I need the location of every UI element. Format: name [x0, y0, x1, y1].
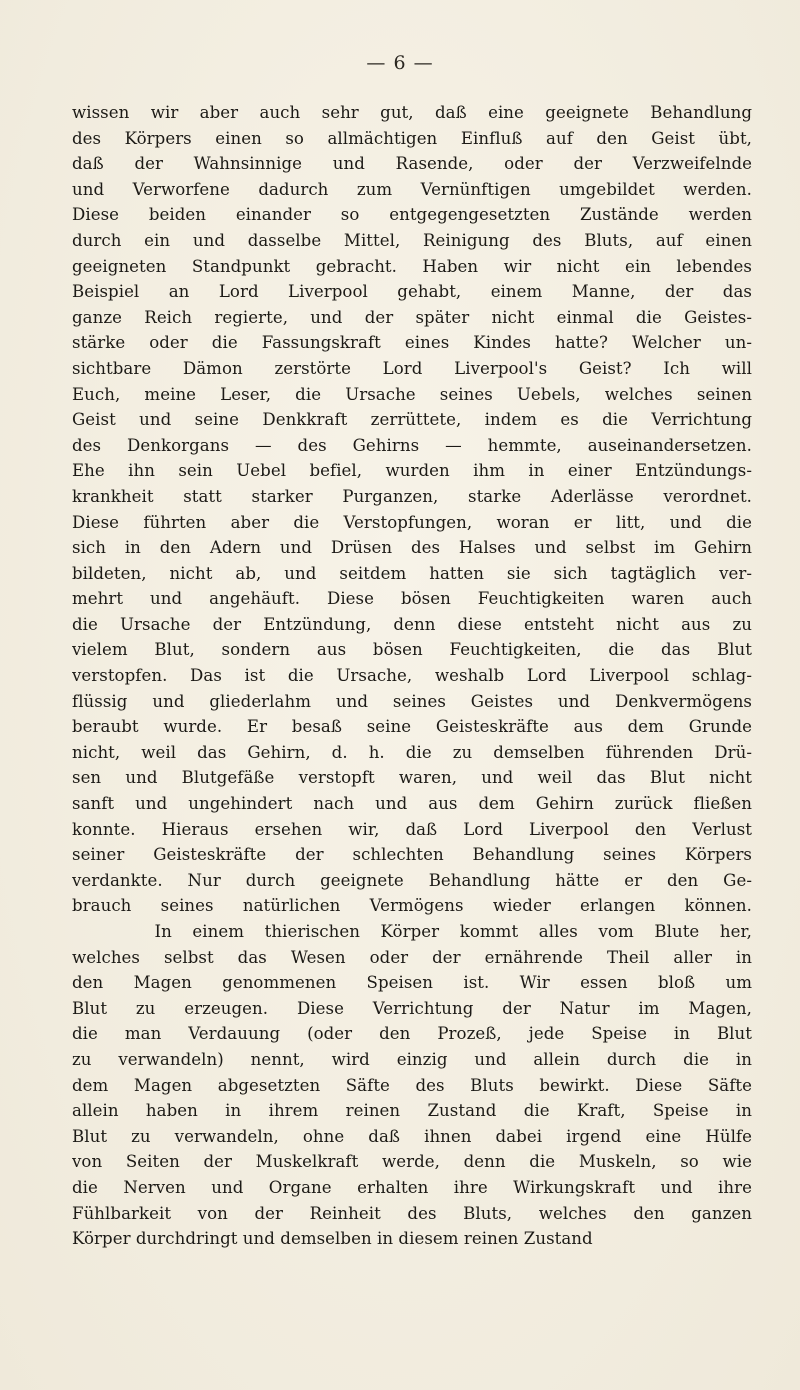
text-line: Euch, meine Leser, die Ursache seines Uebels, welches seinen	[72, 384, 752, 404]
text-line: die Ursache der Entzündung, denn diese entsteht nicht aus zu	[72, 614, 752, 634]
text-line: den Magen genommenen Speisen ist. Wir essen bloß um	[72, 973, 752, 993]
text-line: die Nerven und Organe erhalten ihre Wirkungskraft und ihre	[72, 1177, 752, 1197]
text-line: krankheit statt starker Purganzen, starke Aderlässe verordnet.	[72, 486, 752, 506]
text-line: des Körpers einen so allmächtigen Einfluß auf den Geist übt,	[72, 128, 752, 148]
text-line: Körper durchdringt und demselben in diesem reinen Zustand	[72, 1229, 593, 1249]
text-line: welches selbst das Wesen oder der ernährende Theil aller in	[72, 947, 752, 967]
text-line: verdankte. Nur durch geeignete Behandlung hätte er den Ge-	[72, 870, 752, 890]
text-line: sanft und ungehindert nach und aus dem Gehirn zurück fließen	[72, 794, 752, 814]
text-line: In einem thierischen Körper kommt alles vom Blute her,	[72, 922, 752, 941]
page-number-header: — 6 —	[366, 52, 434, 74]
text-line: sichtbare Dämon zerstörte Lord Liverpool's Geist? Ich will	[72, 358, 752, 378]
text-line: durch ein und dasselbe Mittel, Reinigung des Bluts, auf einen	[72, 230, 752, 250]
text-line: flüssig und gliederlahm und seines Geistes und Denkvermögens	[72, 691, 752, 711]
text-line: zu verwandeln) nennt, wird einzig und allein durch die in	[72, 1049, 752, 1069]
text-line: beraubt wurde. Er besaß seine Geisteskräfte aus dem Grunde	[72, 717, 752, 737]
text-line: Geist und seine Denkkraft zerrüttete, indem es die Verrichtung	[72, 410, 752, 430]
text-line: nicht, weil das Gehirn, d. h. die zu demselben führenden Drü-	[72, 742, 752, 762]
text-line: seiner Geisteskräfte der schlechten Behandlung seines Körpers	[72, 845, 752, 865]
text-line: allein haben in ihrem reinen Zustand die Kraft, Speise in	[72, 1101, 752, 1121]
text-line: wissen wir aber auch sehr gut, daß eine geeignete Behandlung	[72, 103, 752, 122]
text-line: brauch seines natürlichen Vermögens wieder erlangen können.	[72, 896, 752, 916]
text-line: daß der Wahnsinnige und Rasende, oder der Verzweifelnde	[72, 154, 752, 174]
body-text	[72, 100, 752, 1252]
text-line: Diese beiden einander so entgegengesetzten Zustände werden	[72, 205, 752, 225]
text-line: bildeten, nicht ab, und seitdem hatten sie sich tagtäglich ver-	[72, 563, 752, 583]
text-line: Blut zu erzeugen. Diese Verrichtung der Natur im Magen,	[72, 998, 752, 1018]
text-line: geeigneten Standpunkt gebracht. Haben wir nicht ein lebendes	[72, 256, 752, 276]
text-line: sen und Blutgefäße verstopft waren, und weil das Blut nicht	[72, 768, 752, 788]
text-line: Blut zu verwandeln, ohne daß ihnen dabei irgend eine Hülfe	[72, 1126, 752, 1146]
text-line: konnte. Hieraus ersehen wir, daß Lord Liverpool den Verlust	[72, 819, 752, 839]
text-line: mehrt und angehäuft. Diese bösen Feuchtigkeiten waren auch	[72, 589, 752, 609]
text-line: Beispiel an Lord Liverpool gehabt, einem Manne, der das	[72, 282, 752, 302]
text-line: Fühlbarkeit von der Reinheit des Bluts, welches den ganzen	[72, 1203, 752, 1223]
text-line: von Seiten der Muskelkraft werde, denn die Muskeln, so wie	[72, 1152, 752, 1172]
text-line: Ehe ihn sein Uebel befiel, wurden ihm in einer Entzündungs-	[72, 461, 752, 481]
text-line: dem Magen abgesetzten Säfte des Bluts bewirkt. Diese Säfte	[72, 1075, 752, 1095]
text-line: und Verworfene dadurch zum Vernünftigen umgebildet werden.	[72, 179, 752, 199]
text-line: die man Verdauung (oder den Prozeß, jede Speise in Blut	[72, 1024, 752, 1044]
text-line: Diese führten aber die Verstopfungen, woran er litt, und die	[72, 512, 752, 532]
text-line: sich in den Adern und Drüsen des Halses und selbst im Gehirn	[72, 538, 752, 558]
text-line: vielem Blut, sondern aus bösen Feuchtigkeiten, die das Blut	[72, 640, 752, 660]
text-line: ganze Reich regierte, und der später nicht einmal die Geistes-	[72, 307, 752, 327]
text-line: verstopfen. Das ist die Ursache, weshalb Lord Liverpool schlag-	[72, 666, 752, 686]
text-line: des Denkorgans — des Gehirns — hemmte, auseinandersetzen.	[72, 435, 752, 455]
text-line: stärke oder die Fassungskraft eines Kindes hatte? Welcher un-	[72, 333, 752, 353]
